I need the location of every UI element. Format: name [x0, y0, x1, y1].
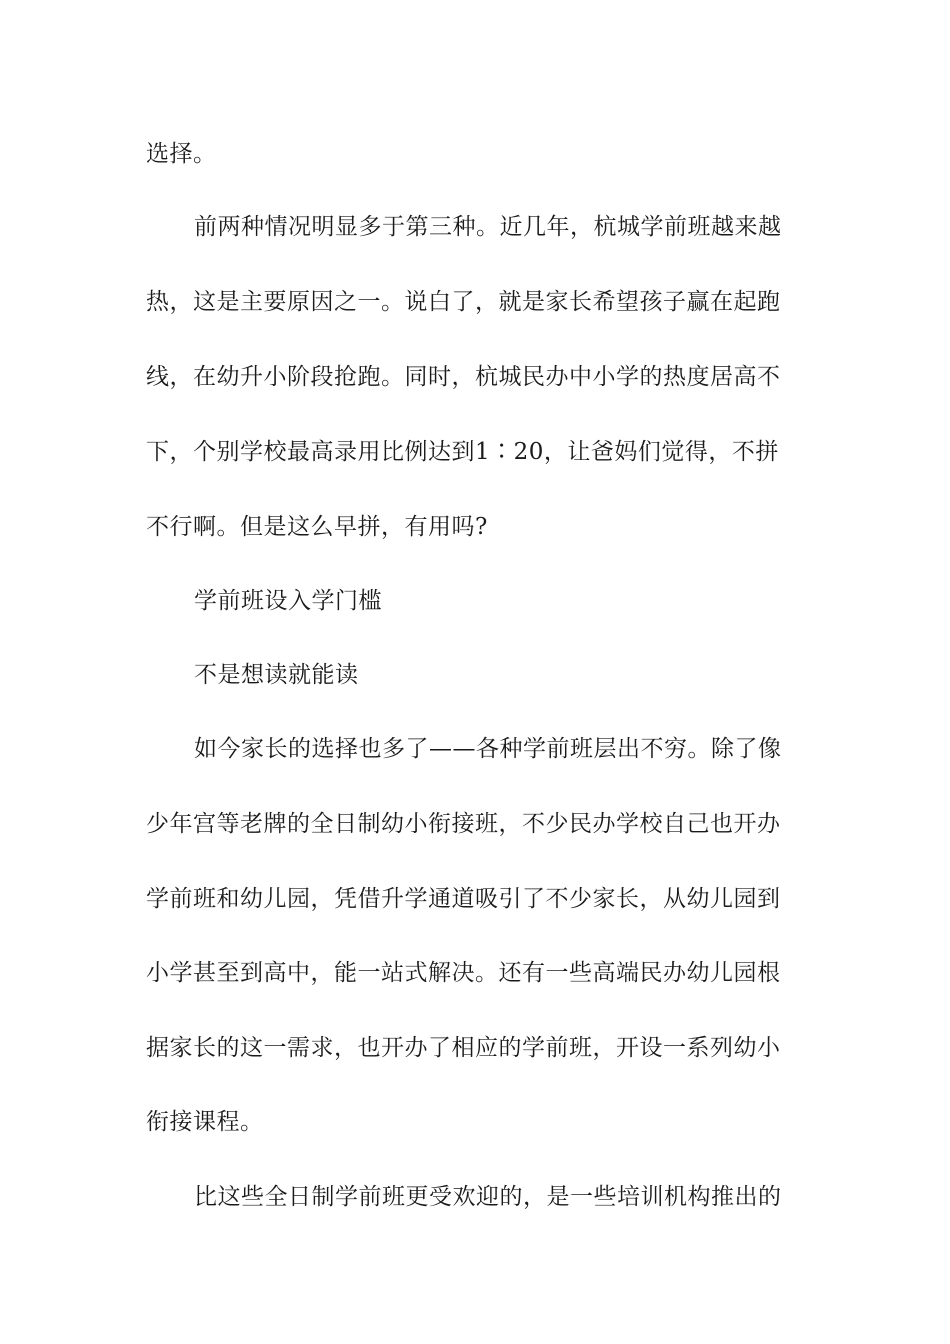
paragraph-line: 选择。: [146, 141, 217, 167]
paragraph-line: 学前班和幼儿园，凭借升学通道吸引了不少家长，从幼儿园到: [146, 886, 781, 912]
paragraph-line: 比这些全日制学前班更受欢迎的，是一些培训机构推出的: [194, 1184, 782, 1210]
paragraph-line: 下，个别学校最高录用比例达到1∶20，让爸妈们觉得，不拼: [146, 439, 779, 465]
section-heading: 学前班设入学门槛: [194, 588, 382, 614]
paragraph-line: 线，在幼升小阶段抢跑。同时，杭城民办中小学的热度居高不: [146, 364, 781, 390]
paragraph-line: 如今家长的选择也多了——各种学前班层出不穷。除了像: [194, 736, 782, 762]
paragraph-line: 小学甚至到高中，能一站式解决。还有一些高端民办幼儿园根: [146, 960, 781, 986]
paragraph-line: 少年宫等老牌的全日制幼小衔接班，不少民办学校自己也开办: [146, 811, 781, 837]
paragraph-line: 据家长的这一需求，也开办了相应的学前班，开设一系列幼小: [146, 1035, 781, 1061]
section-subheading: 不是想读就能读: [194, 662, 359, 688]
paragraph-line: 前两种情况明显多于第三种。近几年，杭城学前班越来越: [194, 214, 782, 240]
paragraph-line: 热，这是主要原因之一。说白了，就是家长希望孩子赢在起跑: [146, 289, 781, 315]
paragraph-line: 不行啊。但是这么早拼，有用吗?: [146, 514, 488, 540]
paragraph-line: 衔接课程。: [146, 1109, 264, 1135]
